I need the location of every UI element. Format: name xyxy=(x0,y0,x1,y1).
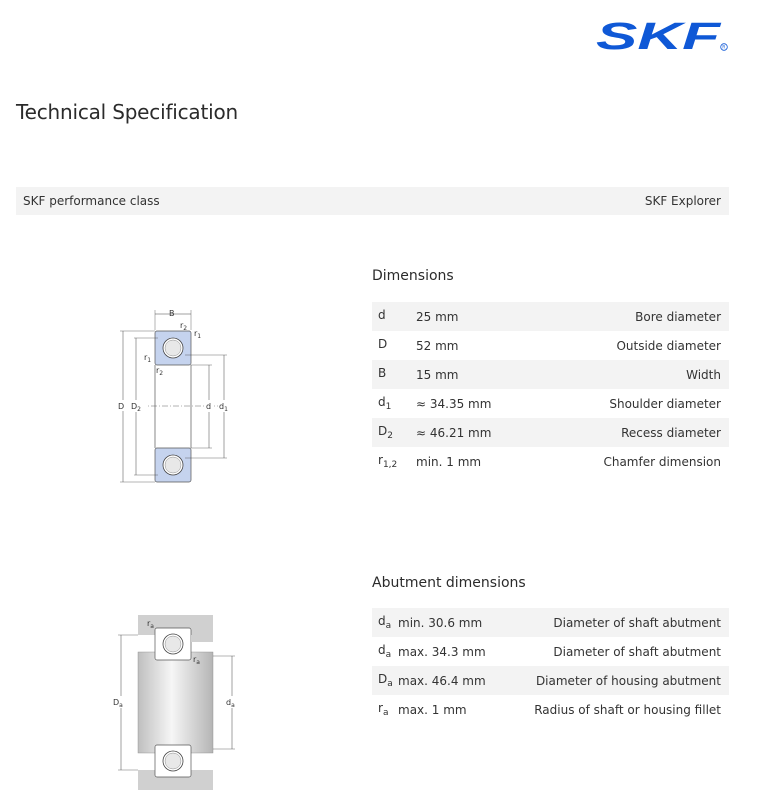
bearing-dimension-drawing xyxy=(110,300,250,490)
label-B: B xyxy=(169,309,175,318)
svg-text:r2: $r_2$ xyxy=(156,366,164,377)
dimension-value: ≈ 46.21 mm xyxy=(416,425,492,440)
svg-text:R: R xyxy=(722,45,726,51)
dimension-value: 15 mm xyxy=(416,367,459,382)
performance-class-label: SKF performance class xyxy=(23,194,160,208)
dimension-value: 52 mm xyxy=(416,338,459,353)
abutment-description: Diameter of shaft abutment xyxy=(553,615,721,630)
table-row xyxy=(372,447,729,476)
dimension-description: Shoulder diameter xyxy=(609,396,721,411)
dimensions-table xyxy=(372,302,729,476)
abutment-dimension-drawing xyxy=(105,610,245,795)
dimension-value: min. 1 mm xyxy=(416,454,482,469)
dimension-description: Bore diameter xyxy=(635,309,721,324)
abutment-description: Diameter of shaft abutment xyxy=(553,644,721,659)
table-row xyxy=(372,695,729,724)
abutment-table xyxy=(372,608,729,724)
abutment-symbol: $r_a$ xyxy=(378,701,389,718)
svg-text:da: $d_a$ xyxy=(226,698,235,709)
abutment-symbol: $D_a$ xyxy=(378,672,393,689)
dimension-description: Recess diameter xyxy=(621,425,721,440)
svg-text:r1: $r_1$ xyxy=(144,353,152,364)
table-row xyxy=(372,637,729,666)
dimension-symbol: $r_{1,2}$ xyxy=(378,453,398,470)
skf-logo[interactable] xyxy=(596,20,730,54)
svg-text:d1: $d_1$ xyxy=(219,402,228,413)
page-title: Technical Specification xyxy=(16,100,239,124)
skf-logo-mark xyxy=(596,20,730,54)
abutment-description: Diameter of housing abutment xyxy=(535,673,721,688)
performance-class-bar xyxy=(16,187,729,215)
table-row xyxy=(372,331,729,360)
label-d: d xyxy=(206,402,212,411)
label-da: d xyxy=(226,698,232,707)
svg-text:r1: $r_1$ xyxy=(194,329,202,340)
dimension-description: Outside diameter xyxy=(616,338,721,353)
table-row xyxy=(372,418,729,447)
dimensions-title: Dimensions xyxy=(372,268,454,284)
performance-class-value: SKF Explorer xyxy=(644,194,721,208)
dimension-symbol: d xyxy=(378,308,386,322)
label-D2: D xyxy=(131,402,138,411)
abutment-description: Radius of shaft or housing fillet xyxy=(534,702,721,717)
abutment-value: max. 46.4 mm xyxy=(398,673,486,688)
dimension-description: Width xyxy=(686,367,721,382)
dimension-symbol: $D_2$ xyxy=(378,424,393,441)
svg-text:ra: $r_a$ xyxy=(193,655,200,666)
table-row xyxy=(372,302,729,331)
abutment-value: max. 1 mm xyxy=(398,702,467,717)
abutment-title: Abutment dimensions xyxy=(372,575,526,591)
table-row xyxy=(372,360,729,389)
dimension-description: Chamfer dimension xyxy=(603,454,721,469)
abutment-symbol: $d_a$ xyxy=(378,643,392,660)
dimension-value: ≈ 34.35 mm xyxy=(416,396,492,411)
table-row xyxy=(372,666,729,695)
dimension-symbol: D xyxy=(378,337,388,351)
abutment-value: max. 34.3 mm xyxy=(398,644,486,659)
label-Da: D xyxy=(113,698,120,707)
dimension-symbol: B xyxy=(378,366,387,380)
logo-text: SKF xyxy=(596,20,723,54)
table-row xyxy=(372,608,729,637)
svg-text:ra: $r_a$ xyxy=(147,619,154,630)
svg-text:r2: $r_2$ xyxy=(180,321,188,332)
svg-text:Da: $D_a$ xyxy=(113,698,123,709)
dimension-value: 25 mm xyxy=(416,309,459,324)
table-row xyxy=(372,389,729,418)
svg-text:D2: $D_2$ xyxy=(131,402,141,413)
abutment-value: min. 30.6 mm xyxy=(398,615,483,630)
label-d1: d xyxy=(219,402,225,411)
dimension-symbol: $d_1$ xyxy=(378,395,392,412)
label-D: D xyxy=(118,402,125,411)
abutment-symbol: $d_a$ xyxy=(378,614,392,631)
